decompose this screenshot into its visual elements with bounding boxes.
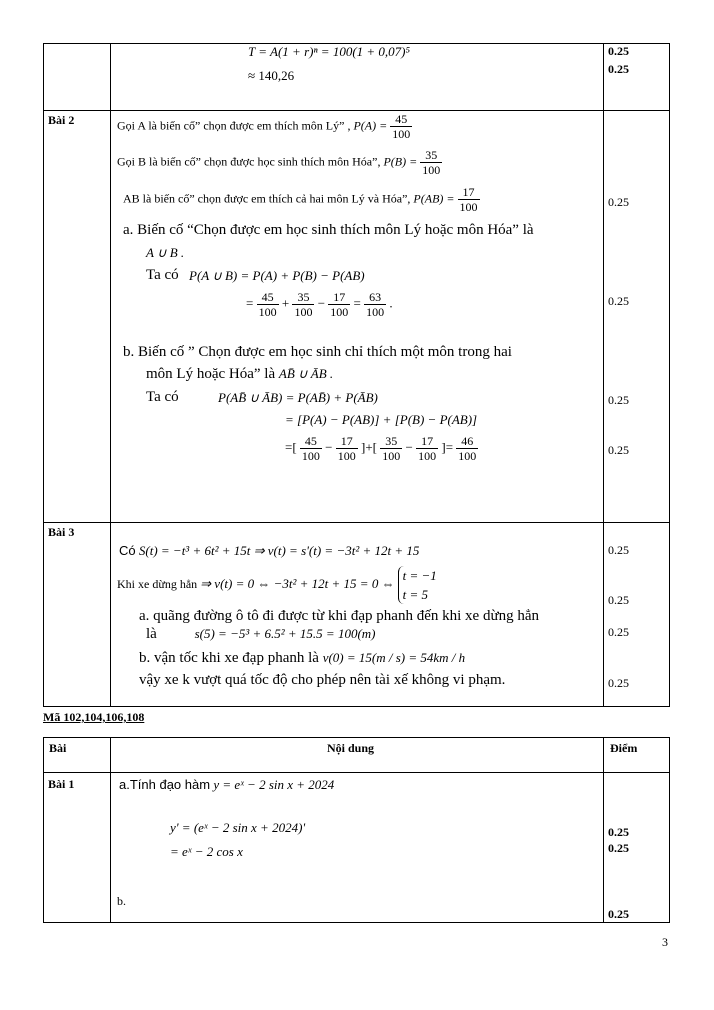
part-b-taco: Ta có <box>146 389 179 405</box>
score: 0.25 <box>608 294 629 308</box>
score: 0.25 <box>608 593 629 607</box>
t2-col-divider-1 <box>110 737 111 923</box>
score: 0.25 <box>608 443 629 457</box>
event-b-definition: Gọi B là biến cố” chọn được học sinh thích môn Hóa”, P(B) = $\frac{35}{100}$ <box>117 148 441 177</box>
t1-bottom-border <box>43 706 670 707</box>
part-b-equation-1: P(AB̄ ∪ ĀB) = P(AB̄) + P(ĀB) <box>218 390 378 405</box>
t1-right-border <box>669 43 670 707</box>
stop-condition: Khi xe dừng hẳn ⇒ v(t) = 0 ⇔ −3t² + 12t + 15 = 0 ⇔ t = −1 t = 5 <box>117 568 437 602</box>
event-a-definition: Gọi A là biến cố” chọn được em thích môn Lý” , P(A) = $\frac{45}{100}$ <box>117 112 411 141</box>
part-a-equation-2: = $\frac{45}{100}$ + $\frac{35}{100}$ − $\frac{17}{100}$ = $\frac{63}{100}$ . <box>246 290 393 319</box>
score: 0.25 <box>608 625 629 639</box>
derivative-step-1: y' = (eˣ − 2 sin x + 2024)' <box>170 820 306 835</box>
score: 0.25 <box>608 676 629 690</box>
part-b-equation-3: =[ $\frac{45}{100}$ − $\frac{17}{100}$ ]+[ $\frac{35}{100}$ − $\frac{17}{100}$ ]= $\frac{46}{100}$ <box>285 434 477 463</box>
part-b-equation-2: = [P(A) − P(AB)] + [P(B) − P(AB)] <box>285 412 478 427</box>
page-number: 3 <box>662 935 668 949</box>
part-a-distance-statement: a. quãng đường ô tô đi được từ khi đạp phanh đến khi xe dừng hẳn <box>139 608 539 624</box>
part-b-statement-2: môn Lý hoặc Hóa” là AB̄ ∪ ĀB . <box>146 366 334 382</box>
t1-col-divider-1 <box>110 43 111 707</box>
derivative-task: a.Tính đạo hàm y = eˣ − 2 sin x + 2024 <box>119 777 335 792</box>
bai-1-label: Bài 1 <box>48 777 75 791</box>
t2-bottom-border <box>43 922 670 923</box>
velocity-derivation: Có S(t) = −t³ + 6t² + 15t ⇒ v(t) = s'(t) = −3t² + 12t + 15 <box>119 543 420 558</box>
score: 0.25 <box>608 825 629 839</box>
part-b-velocity: b. vận tốc khi xe đạp phanh là v(0) = 15(m / s) = 54km / h <box>139 650 466 666</box>
score: 0.25 <box>608 543 629 557</box>
header-diem: Điểm <box>610 741 638 755</box>
score: 0.25 <box>608 841 629 855</box>
t2-col-divider-2 <box>603 737 604 923</box>
part-a-taco: Ta có <box>146 267 179 283</box>
score: 0.25 <box>608 44 629 58</box>
t2-left-border <box>43 737 44 923</box>
part-a-equation-1: P(A ∪ B) = P(A) + P(B) − P(AB) <box>189 268 365 283</box>
part-b-statement: b. Biến cố ” Chọn được em học sinh chỉ thích một môn trong hai <box>123 344 512 360</box>
score: 0.25 <box>608 195 629 209</box>
t1-row-divider-1 <box>43 110 670 111</box>
event-ab-definition: AB là biến cố” chọn được em thích cả hai môn Lý và Hóa”, P(AB) = $\frac{17}{100}$ <box>123 185 478 214</box>
header-noi-dung: Nội dung <box>327 741 375 755</box>
t1-row-divider-2 <box>43 522 670 523</box>
formula-line-1: T = A(1 + r)ⁿ = 100(1 + 0,07)⁵ <box>248 44 411 59</box>
part-a-distance-result: là s(5) = −5³ + 6.5² + 15.5 = 100(m) <box>146 626 376 642</box>
section-title: Mã 102,104,106,108 <box>43 710 145 724</box>
t1-col-divider-2 <box>603 43 604 707</box>
score: 0.25 <box>608 393 629 407</box>
bai-3-label: Bài 3 <box>48 525 75 539</box>
score: 0.25 <box>608 62 629 76</box>
conclusion: vậy xe k vượt quá tốc độ cho phép nên tài xế không vi phạm. <box>139 672 506 688</box>
header-bai: Bài <box>49 741 67 755</box>
t1-left-border <box>43 43 44 707</box>
t2-header-divider <box>43 772 670 773</box>
score: 0.25 <box>608 907 629 921</box>
t2-top-border <box>43 737 670 738</box>
part-b-label: b. <box>117 894 126 908</box>
derivative-step-2: = eˣ − 2 cos x <box>170 844 243 859</box>
t2-right-border <box>669 737 670 923</box>
part-a-statement: a. Biến cố “Chọn được em học sinh thích môn Lý hoặc môn Hóa” là <box>123 222 534 238</box>
part-a-union: A ∪ B . <box>146 245 185 260</box>
bai-2-label: Bài 2 <box>48 113 75 127</box>
formula-line-2: ≈ 140,26 <box>248 68 295 83</box>
